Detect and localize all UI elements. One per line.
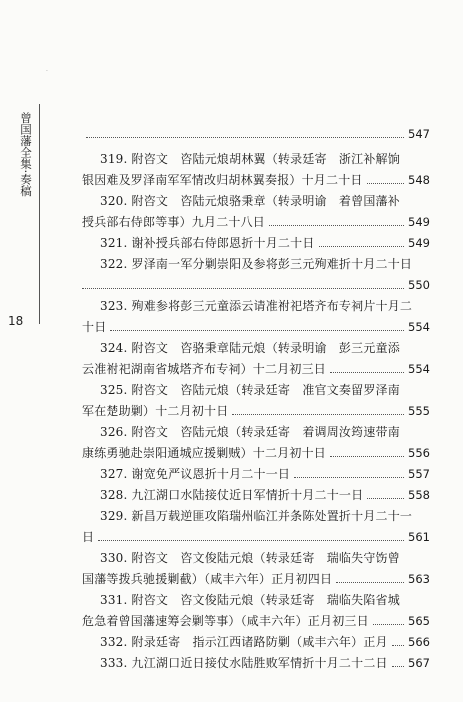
running-head: 曾国藩全集·奏稿 bbox=[19, 112, 33, 197]
toc-line: 康练勇驰赴崇阳通城应援剿贼）十二月初十日 556 bbox=[82, 446, 430, 460]
toc-line: 320. 附咨文 咨陆元烺骆秉章（转录明谕 着曾国藩补 bbox=[100, 194, 400, 208]
toc-line: 332. 附录廷寄 指示江西诸路防剿（咸丰六年）正月 566 bbox=[100, 635, 430, 649]
toc-line: 银因难及罗泽南军军情改归胡林翼奏报）十月二十日 548 bbox=[82, 173, 430, 187]
toc-line: 321. 谢补授兵部右侍郎恩折十月二十日 549 bbox=[100, 236, 430, 250]
toc-line: 云准祔祀湖南省城塔齐布专祠）十二月初三日 554 bbox=[82, 362, 430, 376]
table-of-contents bbox=[82, 124, 430, 674]
toc-line: 授兵部右侍郎等事）九月二十八日 549 bbox=[82, 215, 430, 229]
toc-line: 550 bbox=[82, 275, 430, 296]
toc-line: 日 561 bbox=[82, 530, 430, 544]
toc-line: 325. 附咨文 咨陆元烺（转录廷寄 准官文奏留罗泽南 bbox=[100, 383, 400, 397]
toc-line: 十日 554 bbox=[82, 320, 430, 334]
toc-line: 330. 附咨文 咨文俊陆元烺（转录廷寄 瑞临失守饬曾 bbox=[100, 551, 400, 565]
toc-line: 323. 殉难参将彭三元童添云请准祔祀塔齐布专祠片十月二 bbox=[100, 299, 413, 313]
toc-line: 326. 附咨文 咨陆元烺（转录廷寄 着调周汝筠速带南 bbox=[100, 425, 400, 439]
toc-line: 327. 谢宽免严议恩折十月二十一日 557 bbox=[100, 467, 430, 481]
toc-line: 324. 附咨文 咨骆秉章陆元烺（转录明谕 彭三元童添 bbox=[100, 341, 400, 355]
corner-mark: · bbox=[46, 68, 48, 75]
margin-rule bbox=[39, 104, 40, 324]
toc-line: 331. 附咨文 咨文俊陆元烺（转录廷寄 瑞临失陷省城 bbox=[100, 593, 400, 607]
toc-line: 328. 九江湖口水陆接仗近日军情折十月二十一日 558 bbox=[100, 488, 430, 502]
toc-line: 国藩等拨兵驰援剿截）（咸丰六年）正月初四日 563 bbox=[82, 572, 430, 586]
page-number: 18 bbox=[8, 314, 24, 328]
toc-line: 333. 九江湖口近日接仗水陆胜败军情折十月二十二日 567 bbox=[100, 656, 430, 670]
toc-line: 危急着曾国藩速筹会剿等事）（咸丰六年）正月初三日 565 bbox=[82, 614, 430, 628]
toc-line: 军在楚助剿）十二月初十日 555 bbox=[82, 404, 430, 418]
toc-line: 329. 新昌万载逆匪攻陷瑞州临江并条陈处置折十月二十一 bbox=[100, 509, 413, 523]
toc-line: 547 bbox=[82, 124, 430, 145]
toc-line: 319. 附咨文 咨陆元烺胡林翼（转录廷寄 浙江补解饷 bbox=[100, 152, 400, 166]
toc-line: 322. 罗泽南一军分剿崇阳及参将彭三元殉难折十月二十日 bbox=[100, 257, 413, 271]
